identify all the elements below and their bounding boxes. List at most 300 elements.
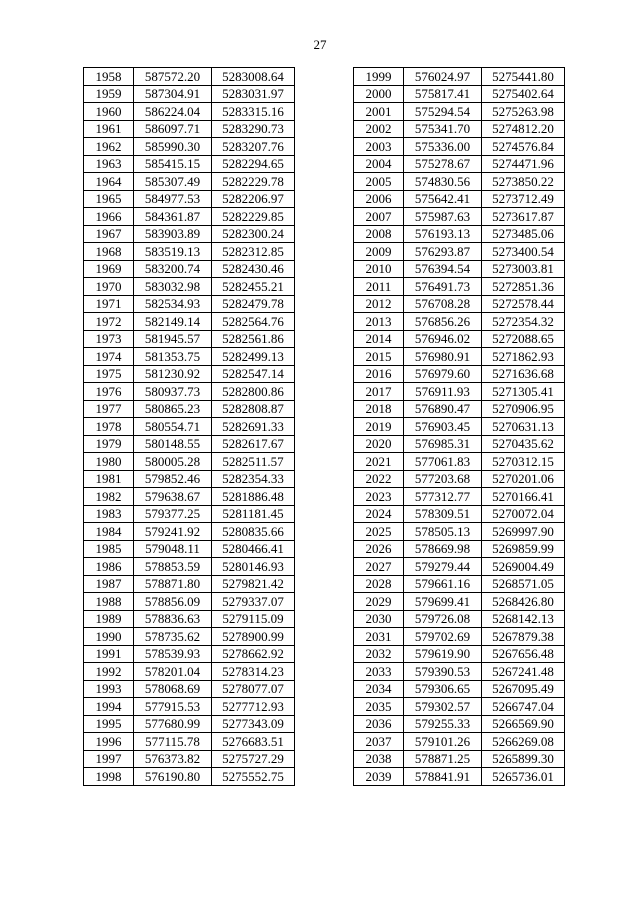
table-row [354,663,565,681]
x-coordinate-cell: 576979.60 [404,365,482,383]
x-coordinate-cell: 576911.93 [404,383,482,401]
year-cell: 2020 [354,435,404,453]
x-coordinate-cell: 581230.92 [134,365,212,383]
table-row [84,750,295,768]
table-row [84,383,295,401]
table-row [354,243,565,261]
year-cell: 1960 [84,103,134,121]
y-coordinate-cell: 5283315.16 [212,103,295,121]
table-row [354,698,565,716]
year-cell: 2026 [354,540,404,558]
x-coordinate-cell: 576708.28 [404,295,482,313]
table-row [84,190,295,208]
year-cell: 1990 [84,628,134,646]
table-row [84,523,295,541]
x-coordinate-cell: 579377.25 [134,505,212,523]
year-cell: 1969 [84,260,134,278]
y-coordinate-cell: 5282547.14 [212,365,295,383]
table-row [354,120,565,138]
y-coordinate-cell: 5283290.73 [212,120,295,138]
y-coordinate-cell: 5278314.23 [212,663,295,681]
year-cell: 2011 [354,278,404,296]
x-coordinate-cell: 578856.09 [134,593,212,611]
year-cell: 2015 [354,348,404,366]
y-coordinate-cell: 5282617.67 [212,435,295,453]
y-coordinate-cell: 5271305.41 [482,383,565,401]
x-coordinate-cell: 578539.93 [134,645,212,663]
table-row [354,295,565,313]
y-coordinate-cell: 5273617.87 [482,208,565,226]
year-cell: 2003 [354,138,404,156]
year-cell: 1963 [84,155,134,173]
x-coordinate-cell: 576024.97 [404,68,482,86]
y-coordinate-cell: 5271862.93 [482,348,565,366]
y-coordinate-cell: 5281181.45 [212,505,295,523]
x-coordinate-cell: 579048.11 [134,540,212,558]
table-row [354,680,565,698]
y-coordinate-cell: 5270906.95 [482,400,565,418]
table-row [354,733,565,751]
table-row [354,383,565,401]
x-coordinate-cell: 578068.69 [134,680,212,698]
table-row [354,593,565,611]
y-coordinate-cell: 5270312.15 [482,453,565,471]
y-coordinate-cell: 5272578.44 [482,295,565,313]
year-cell: 2039 [354,768,404,786]
year-cell: 1994 [84,698,134,716]
table-row [84,698,295,716]
x-coordinate-cell: 576985.31 [404,435,482,453]
year-cell: 2027 [354,558,404,576]
y-coordinate-cell: 5283031.97 [212,85,295,103]
table-row [354,610,565,628]
x-coordinate-cell: 578735.62 [134,628,212,646]
table-row [84,680,295,698]
x-coordinate-cell: 576394.54 [404,260,482,278]
table-row [354,488,565,506]
x-coordinate-cell: 576293.87 [404,243,482,261]
table-row [84,225,295,243]
table-row [354,330,565,348]
table-row [354,348,565,366]
y-coordinate-cell: 5282800.86 [212,383,295,401]
y-coordinate-cell: 5266269.08 [482,733,565,751]
y-coordinate-cell: 5282561.86 [212,330,295,348]
year-cell: 1958 [84,68,134,86]
year-cell: 1988 [84,593,134,611]
x-coordinate-cell: 580148.55 [134,435,212,453]
x-coordinate-cell: 584361.87 [134,208,212,226]
x-coordinate-cell: 585415.15 [134,155,212,173]
year-cell: 2012 [354,295,404,313]
table-row [354,68,565,86]
year-cell: 1964 [84,173,134,191]
year-cell: 2016 [354,365,404,383]
year-cell: 1966 [84,208,134,226]
table-row [354,155,565,173]
x-coordinate-cell: 576193.13 [404,225,482,243]
year-cell: 2021 [354,453,404,471]
x-coordinate-cell: 578669.98 [404,540,482,558]
year-cell: 1971 [84,295,134,313]
year-cell: 1975 [84,365,134,383]
year-cell: 1981 [84,470,134,488]
x-coordinate-cell: 579661.16 [404,575,482,593]
y-coordinate-cell: 5281886.48 [212,488,295,506]
table-row [354,278,565,296]
x-coordinate-cell: 577203.68 [404,470,482,488]
table-row [354,645,565,663]
table-row [84,68,295,86]
y-coordinate-cell: 5275441.80 [482,68,565,86]
year-cell: 2037 [354,733,404,751]
x-coordinate-cell: 582534.93 [134,295,212,313]
year-cell: 1998 [84,768,134,786]
table-row [84,733,295,751]
year-cell: 1991 [84,645,134,663]
y-coordinate-cell: 5279337.07 [212,593,295,611]
year-cell: 1974 [84,348,134,366]
year-cell: 1982 [84,488,134,506]
x-coordinate-cell: 578871.80 [134,575,212,593]
year-cell: 2017 [354,383,404,401]
y-coordinate-cell: 5269997.90 [482,523,565,541]
x-coordinate-cell: 579306.65 [404,680,482,698]
y-coordinate-cell: 5282229.85 [212,208,295,226]
table-row [84,330,295,348]
y-coordinate-cell: 5278900.99 [212,628,295,646]
y-coordinate-cell: 5280835.66 [212,523,295,541]
x-coordinate-cell: 584977.53 [134,190,212,208]
table-row [84,348,295,366]
x-coordinate-cell: 575336.00 [404,138,482,156]
year-cell: 2004 [354,155,404,173]
y-coordinate-cell: 5269004.49 [482,558,565,576]
x-coordinate-cell: 576856.26 [404,313,482,331]
y-coordinate-cell: 5282479.78 [212,295,295,313]
y-coordinate-cell: 5270072.04 [482,505,565,523]
y-coordinate-cell: 5270631.13 [482,418,565,436]
x-coordinate-cell: 579619.90 [404,645,482,663]
coordinates-table-right [353,67,565,786]
table-row [354,208,565,226]
y-coordinate-cell: 5268426.80 [482,593,565,611]
year-cell: 1989 [84,610,134,628]
table-row [354,505,565,523]
table-row [84,155,295,173]
year-cell: 1984 [84,523,134,541]
table-row [354,103,565,121]
y-coordinate-cell: 5267095.49 [482,680,565,698]
year-cell: 1980 [84,453,134,471]
x-coordinate-cell: 575341.70 [404,120,482,138]
y-coordinate-cell: 5282354.33 [212,470,295,488]
year-cell: 1968 [84,243,134,261]
table-row [354,313,565,331]
x-coordinate-cell: 579101.26 [404,733,482,751]
y-coordinate-cell: 5272354.32 [482,313,565,331]
year-cell: 2031 [354,628,404,646]
x-coordinate-cell: 578505.13 [404,523,482,541]
x-coordinate-cell: 576980.91 [404,348,482,366]
x-coordinate-cell: 579302.57 [404,698,482,716]
x-coordinate-cell: 577115.78 [134,733,212,751]
x-coordinate-cell: 583903.89 [134,225,212,243]
y-coordinate-cell: 5277712.93 [212,698,295,716]
year-cell: 1995 [84,715,134,733]
year-cell: 2024 [354,505,404,523]
x-coordinate-cell: 578201.04 [134,663,212,681]
x-coordinate-cell: 577312.77 [404,488,482,506]
x-coordinate-cell: 583519.13 [134,243,212,261]
table-row [354,138,565,156]
x-coordinate-cell: 576373.82 [134,750,212,768]
y-coordinate-cell: 5282229.78 [212,173,295,191]
table-row [84,645,295,663]
table-row [354,418,565,436]
year-cell: 1978 [84,418,134,436]
table-row [354,628,565,646]
y-coordinate-cell: 5265899.30 [482,750,565,768]
year-cell: 1979 [84,435,134,453]
x-coordinate-cell: 574830.56 [404,173,482,191]
table-row [84,260,295,278]
year-cell: 2018 [354,400,404,418]
table-row [354,575,565,593]
year-cell: 1983 [84,505,134,523]
x-coordinate-cell: 582149.14 [134,313,212,331]
y-coordinate-cell: 5268142.13 [482,610,565,628]
x-coordinate-cell: 587572.20 [134,68,212,86]
x-coordinate-cell: 575817.41 [404,85,482,103]
year-cell: 2008 [354,225,404,243]
table-row [354,435,565,453]
table-row [354,470,565,488]
year-cell: 2009 [354,243,404,261]
year-cell: 2023 [354,488,404,506]
x-coordinate-cell: 580554.71 [134,418,212,436]
table-row [354,540,565,558]
year-cell: 2036 [354,715,404,733]
table-row [84,400,295,418]
x-coordinate-cell: 583032.98 [134,278,212,296]
y-coordinate-cell: 5273003.81 [482,260,565,278]
year-cell: 1999 [354,68,404,86]
table-row [354,768,565,786]
year-cell: 2014 [354,330,404,348]
year-cell: 2001 [354,103,404,121]
y-coordinate-cell: 5283008.64 [212,68,295,86]
year-cell: 1972 [84,313,134,331]
y-coordinate-cell: 5273400.54 [482,243,565,261]
table-row [84,243,295,261]
table-row [354,523,565,541]
y-coordinate-cell: 5274576.84 [482,138,565,156]
year-cell: 1965 [84,190,134,208]
table-row [84,435,295,453]
year-cell: 2029 [354,593,404,611]
x-coordinate-cell: 578309.51 [404,505,482,523]
year-cell: 1992 [84,663,134,681]
year-cell: 2030 [354,610,404,628]
x-coordinate-cell: 578836.63 [134,610,212,628]
x-coordinate-cell: 581353.75 [134,348,212,366]
x-coordinate-cell: 585307.49 [134,173,212,191]
year-cell: 1997 [84,750,134,768]
y-coordinate-cell: 5282294.65 [212,155,295,173]
y-coordinate-cell: 5275402.64 [482,85,565,103]
y-coordinate-cell: 5275263.98 [482,103,565,121]
y-coordinate-cell: 5277343.09 [212,715,295,733]
year-cell: 2005 [354,173,404,191]
y-coordinate-cell: 5272851.36 [482,278,565,296]
y-coordinate-cell: 5275727.29 [212,750,295,768]
year-cell: 1962 [84,138,134,156]
x-coordinate-cell: 579279.44 [404,558,482,576]
year-cell: 1959 [84,85,134,103]
y-coordinate-cell: 5273712.49 [482,190,565,208]
y-coordinate-cell: 5283207.76 [212,138,295,156]
x-coordinate-cell: 577680.99 [134,715,212,733]
year-cell: 2000 [354,85,404,103]
year-cell: 2032 [354,645,404,663]
year-cell: 2025 [354,523,404,541]
x-coordinate-cell: 578853.59 [134,558,212,576]
table-row [84,173,295,191]
table-row [84,558,295,576]
table-row [84,610,295,628]
table-row [84,593,295,611]
year-cell: 1996 [84,733,134,751]
year-cell: 2007 [354,208,404,226]
x-coordinate-cell: 576946.02 [404,330,482,348]
table-row [84,85,295,103]
table-row [354,85,565,103]
y-coordinate-cell: 5280146.93 [212,558,295,576]
x-coordinate-cell: 576190.80 [134,768,212,786]
y-coordinate-cell: 5282455.21 [212,278,295,296]
coordinates-table-left [83,67,295,786]
year-cell: 1976 [84,383,134,401]
table-row [84,103,295,121]
x-coordinate-cell: 580865.23 [134,400,212,418]
year-cell: 1961 [84,120,134,138]
table-row [354,715,565,733]
table-row [84,488,295,506]
year-cell: 2033 [354,663,404,681]
x-coordinate-cell: 579241.92 [134,523,212,541]
x-coordinate-cell: 578871.25 [404,750,482,768]
table-row [84,295,295,313]
x-coordinate-cell: 579638.67 [134,488,212,506]
y-coordinate-cell: 5272088.65 [482,330,565,348]
table-row [84,278,295,296]
table-row [84,470,295,488]
x-coordinate-cell: 579852.46 [134,470,212,488]
y-coordinate-cell: 5270435.62 [482,435,565,453]
x-coordinate-cell: 581945.57 [134,330,212,348]
year-cell: 1986 [84,558,134,576]
x-coordinate-cell: 580005.28 [134,453,212,471]
y-coordinate-cell: 5280466.41 [212,540,295,558]
y-coordinate-cell: 5279821.42 [212,575,295,593]
y-coordinate-cell: 5267879.38 [482,628,565,646]
x-coordinate-cell: 579255.33 [404,715,482,733]
y-coordinate-cell: 5282499.13 [212,348,295,366]
table-row [354,453,565,471]
table-row [84,313,295,331]
x-coordinate-cell: 586224.04 [134,103,212,121]
table-row [84,365,295,383]
table-row [84,540,295,558]
x-coordinate-cell: 577061.83 [404,453,482,471]
y-coordinate-cell: 5273485.06 [482,225,565,243]
x-coordinate-cell: 579699.41 [404,593,482,611]
y-coordinate-cell: 5274812.20 [482,120,565,138]
y-coordinate-cell: 5270166.41 [482,488,565,506]
y-coordinate-cell: 5282312.85 [212,243,295,261]
x-coordinate-cell: 575987.63 [404,208,482,226]
table-row [84,138,295,156]
x-coordinate-cell: 576903.45 [404,418,482,436]
y-coordinate-cell: 5278662.92 [212,645,295,663]
y-coordinate-cell: 5282300.24 [212,225,295,243]
y-coordinate-cell: 5273850.22 [482,173,565,191]
x-coordinate-cell: 576890.47 [404,400,482,418]
year-cell: 2022 [354,470,404,488]
table-row [354,260,565,278]
table-row [84,453,295,471]
table-row [354,558,565,576]
year-cell: 2034 [354,680,404,698]
x-coordinate-cell: 579390.53 [404,663,482,681]
y-coordinate-cell: 5269859.99 [482,540,565,558]
year-cell: 2010 [354,260,404,278]
year-cell: 1970 [84,278,134,296]
y-coordinate-cell: 5275552.75 [212,768,295,786]
table-row [84,628,295,646]
table-row [84,768,295,786]
x-coordinate-cell: 579702.69 [404,628,482,646]
x-coordinate-cell: 577915.53 [134,698,212,716]
y-coordinate-cell: 5278077.07 [212,680,295,698]
year-cell: 1993 [84,680,134,698]
year-cell: 2002 [354,120,404,138]
year-cell: 1985 [84,540,134,558]
x-coordinate-cell: 576491.73 [404,278,482,296]
y-coordinate-cell: 5274471.96 [482,155,565,173]
y-coordinate-cell: 5282691.33 [212,418,295,436]
x-coordinate-cell: 587304.91 [134,85,212,103]
page-number: 27 [313,37,327,52]
year-cell: 2019 [354,418,404,436]
table-row [84,418,295,436]
year-cell: 2038 [354,750,404,768]
y-coordinate-cell: 5267241.48 [482,663,565,681]
y-coordinate-cell: 5268571.05 [482,575,565,593]
y-coordinate-cell: 5271636.68 [482,365,565,383]
year-cell: 1973 [84,330,134,348]
year-cell: 2035 [354,698,404,716]
table-row [354,750,565,768]
table-row [354,225,565,243]
x-coordinate-cell: 575294.54 [404,103,482,121]
year-cell: 1977 [84,400,134,418]
x-coordinate-cell: 578841.91 [404,768,482,786]
year-cell: 2006 [354,190,404,208]
x-coordinate-cell: 579726.08 [404,610,482,628]
x-coordinate-cell: 583200.74 [134,260,212,278]
